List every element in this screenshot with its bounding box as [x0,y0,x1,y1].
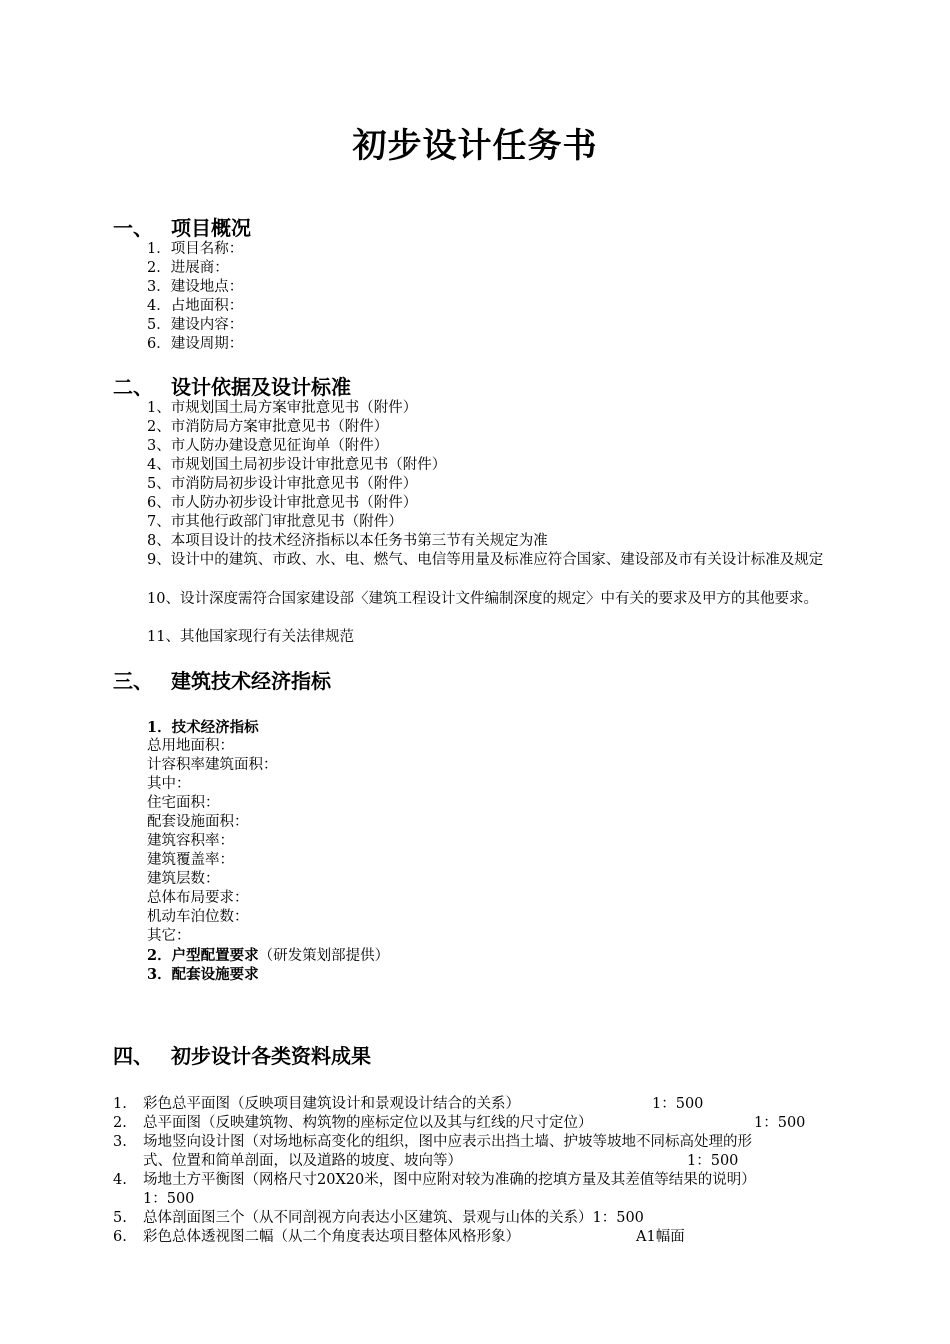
list-item: 9、设计中的建筑、市政、水、电、燃气、电信等用量及标准应符合国家、建设部及市有关设计标准及规定 [147,552,824,568]
list-item: 配套设施面积： [147,814,249,830]
list-item: 总体布局要求： [147,890,249,906]
scale-label: 1：500 [687,1153,739,1169]
section-number: 二、 [113,375,153,399]
list-item-number: 3. [113,1134,127,1150]
subsection-heading: 1．技术经济指标 [147,719,259,736]
list-item: 1．项目名称： [147,241,244,257]
section-4-heading [113,1043,371,1069]
list-item: 机动车泊位数： [147,909,249,925]
section-1-heading [113,215,251,241]
list-item: 场地竖向设计图（对场地标高变化的组织，图中应表示出挡土墙、护坡等坡地不同标高处理的形 [143,1134,752,1150]
list-item-number: 2. [113,1115,127,1131]
list-item: 彩色总平面图（反映项目建筑设计和景观设计结合的关系） [143,1096,520,1112]
list-item-continued: 式、位置和简单剖面，以及道路的坡度、坡向等） [143,1153,462,1169]
list-item: 彩色总体透视图二幅（从二个角度表达项目整体风格形象） [143,1229,520,1245]
section-title: 项目概况 [171,216,251,240]
list-item: 总用地面积： [147,738,234,754]
list-item: 其它： [147,928,191,944]
subsection-note: （研发策划部提供） [258,948,390,964]
list-item: 总平面图（反映建筑物、构筑物的座标定位以及其与红线的尺寸定位） [143,1115,593,1131]
list-item: 2、市消防局方案审批意见书（附件） [147,419,389,435]
list-item: 3．建设地点： [147,279,244,295]
list-item: 1、市规划国土局方案审批意见书（附件） [147,400,418,416]
list-item: 住宅面积： [147,795,220,811]
list-item: 2．进展商： [147,260,229,276]
scale-label: A1幅面 [636,1229,685,1245]
list-item-number: 4. [113,1172,127,1188]
section-title: 设计依据及设计标准 [171,375,351,399]
scale-label: 1：500 [754,1115,806,1131]
list-item: 10、设计深度需符合国家建设部〈建筑工程设计文件编制深度的规定〉中有关的要求及甲方的其他要求。 [147,591,818,607]
list-item: 建筑容积率： [147,833,234,849]
list-item-number: 5. [113,1210,127,1226]
list-item: 7、市其他行政部门审批意见书（附件） [147,514,403,530]
subsection-line [147,946,389,966]
list-item: 5、市消防局初步设计审批意见书（附件） [147,476,418,492]
list-item: 其中： [147,776,191,792]
list-item: 5．建设内容： [147,317,244,333]
document-title: 初步设计任务书 [352,126,598,166]
list-item: 场地土方平衡图（网格尺寸20X20米，图中应附对较为准确的挖填方量及其差值等结果的说明） [143,1172,756,1188]
list-item-number: 1. [113,1096,127,1112]
list-item: 6、市人防办初步设计审批意见书（附件） [147,495,418,511]
list-item: 4．占地面积： [147,298,244,314]
list-item: 3、市人防办建设意见征询单（附件） [147,438,389,454]
list-item: 建筑覆盖率： [147,852,234,868]
list-item: 6．建设周期： [147,336,244,352]
subsection-heading: 2．户型配置要求 [147,947,259,964]
section-title: 初步设计各类资料成果 [171,1044,371,1068]
section-title: 建筑技术经济指标 [171,669,331,693]
list-item: 8、本项目设计的技术经济指标以本任务书第三节有关规定为准 [147,533,548,549]
list-item: 4、市规划国土局初步设计审批意见书（附件） [147,457,447,473]
section-number: 一、 [113,216,153,240]
list-item: 11、其他国家现行有关法律规范 [147,629,354,645]
scale-label: 1：500 [143,1191,195,1207]
list-item: 计容积率建筑面积： [147,757,278,773]
list-item: 总体剖面图三个（从不同剖视方向表达小区建筑、景观与山体的关系）1：500 [143,1210,644,1226]
section-3-heading [113,668,331,694]
section-2-heading [113,374,351,400]
list-item: 建筑层数： [147,871,220,887]
list-item-number: 6. [113,1229,127,1245]
subsection-heading: 3．配套设施要求 [147,966,259,983]
section-number: 四、 [113,1044,153,1068]
scale-label: 1：500 [652,1096,704,1112]
section-number: 三、 [113,669,153,693]
